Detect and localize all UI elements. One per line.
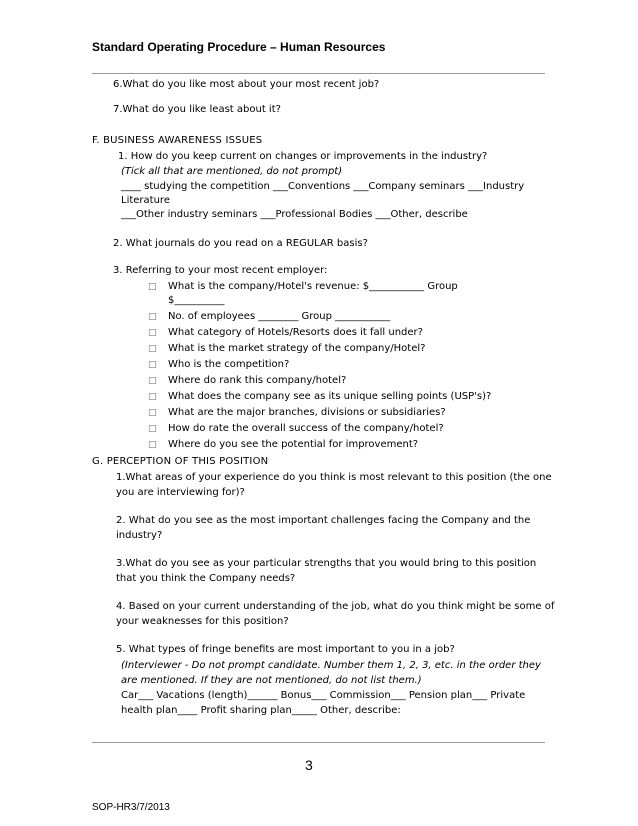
list-item — [148, 390, 491, 404]
checkbox-bullet-icon: □ — [148, 408, 157, 418]
list-item-text: Where do rank this company/hotel? — [168, 375, 347, 386]
question-7: 7.What do you like least about it? — [113, 104, 281, 115]
section-g-q5-options-line2: health plan____ Profit sharing plan_____ Other, describe: — [121, 705, 401, 716]
checkbox-bullet-icon: □ — [148, 392, 157, 402]
section-f-q1-options-line3: ___Other industry seminars ___Professional Bodies ___Other, describe — [121, 209, 468, 220]
section-f-q1-options-line2: Literature — [121, 195, 170, 206]
checkbox-bullet-icon: □ — [148, 440, 157, 450]
page-number: 3 — [305, 757, 313, 773]
question-6: 6.What do you like most about your most recent job? — [113, 79, 380, 90]
list-item-text — [168, 280, 458, 308]
header-divider — [92, 73, 545, 74]
list-item-continuation: $__________ — [168, 295, 225, 306]
checkbox-bullet-icon: □ — [148, 376, 157, 386]
list-item — [148, 406, 491, 420]
section-g-q5-line1: 5. What types of fringe benefits are most important to you in a job? — [116, 644, 455, 655]
footer-divider — [92, 742, 545, 743]
list-item — [148, 358, 491, 372]
section-g-q1-line2: you are interviewing for)? — [116, 487, 245, 498]
section-f-q2: 2. What journals do you read on a REGULAR basis? — [113, 238, 368, 249]
document-code: SOP-HR3/7/2013 — [92, 802, 170, 813]
section-f-title: F. BUSINESS AWARENESS ISSUES — [92, 135, 263, 146]
checkbox-bullet-icon: □ — [148, 344, 157, 354]
list-item-text: What are the major branches, divisions or subsidiaries? — [168, 407, 446, 418]
section-g-q1-line1: 1.What areas of your experience do you think is most relevant to this position (the one — [116, 472, 552, 483]
section-g-q5-options-line1: Car___ Vacations (length)______ Bonus___ Commission___ Pension plan___ Private — [121, 690, 526, 701]
section-f-q1-note — [121, 165, 342, 179]
list-item-text: Who is the competition? — [168, 359, 290, 370]
list-item-text: How do rate the overall success of the company/hotel? — [168, 423, 444, 434]
list-item-text: What is the market strategy of the company/Hotel? — [168, 343, 426, 354]
checkbox-bullet-icon: □ — [148, 360, 157, 370]
list-item — [148, 422, 491, 436]
section-g-q4-line1: 4. Based on your current understanding of the job, what do you think might be some of — [116, 601, 555, 612]
section-g-title: G. PERCEPTION OF THIS POSITION — [92, 456, 269, 467]
list-item-text: What category of Hotels/Resorts does it fall under? — [168, 327, 423, 338]
section-f-q1: 1. How do you keep current on changes or improvements in the industry? — [118, 151, 488, 162]
list-item — [148, 342, 491, 356]
section-g-q2-line2: industry? — [116, 530, 163, 541]
section-g-q3-line2: that you think the Company needs? — [116, 573, 296, 584]
list-item — [148, 438, 491, 452]
page-header: Standard Operating Procedure – Human Resources — [92, 40, 386, 54]
section-g-q2-line1: 2. What do you see as the most important challenges facing the Company and the — [116, 515, 531, 526]
checkbox-bullet-icon: □ — [148, 312, 157, 322]
list-item — [148, 310, 491, 324]
section-g-q5-note2-text: are mentioned. If they are not mentioned, do not list them.) — [121, 675, 422, 686]
employer-question-list — [148, 280, 491, 454]
checkbox-bullet-icon: □ — [148, 424, 157, 434]
section-g-q5-note2 — [121, 674, 422, 688]
list-item — [148, 326, 491, 340]
section-g-q5-note1-text: (Interviewer - Do not prompt candidate. Number them 1, 2, 3, etc. in the order they — [121, 660, 541, 671]
section-g-q5-note1 — [121, 659, 541, 673]
list-item-text: No. of employees ________ Group ___________ — [168, 311, 391, 322]
list-item-text: Where do you see the potential for improvement? — [168, 439, 419, 450]
list-item-text: What does the company see as its unique selling points (USP's)? — [168, 391, 492, 402]
checkbox-bullet-icon: □ — [148, 328, 157, 338]
list-item-text-line: What is the company/Hotel's revenue: $___________ Group — [168, 281, 458, 292]
list-item — [148, 374, 491, 388]
section-f-q3: 3. Referring to your most recent employer: — [113, 265, 328, 276]
section-g-q3-line1: 3.What do you see as your particular strengths that you would bring to this position — [116, 558, 537, 569]
checkbox-bullet-icon: □ — [148, 282, 157, 292]
list-item — [148, 280, 491, 308]
section-g-q4-line2: your weaknesses for this position? — [116, 616, 289, 627]
section-f-q1-options-line1: ____ studying the competition ___Conventions ___Company seminars ___Industry — [121, 181, 525, 192]
section-f-q1-note-text: (Tick all that are mentioned, do not prompt) — [121, 166, 343, 177]
